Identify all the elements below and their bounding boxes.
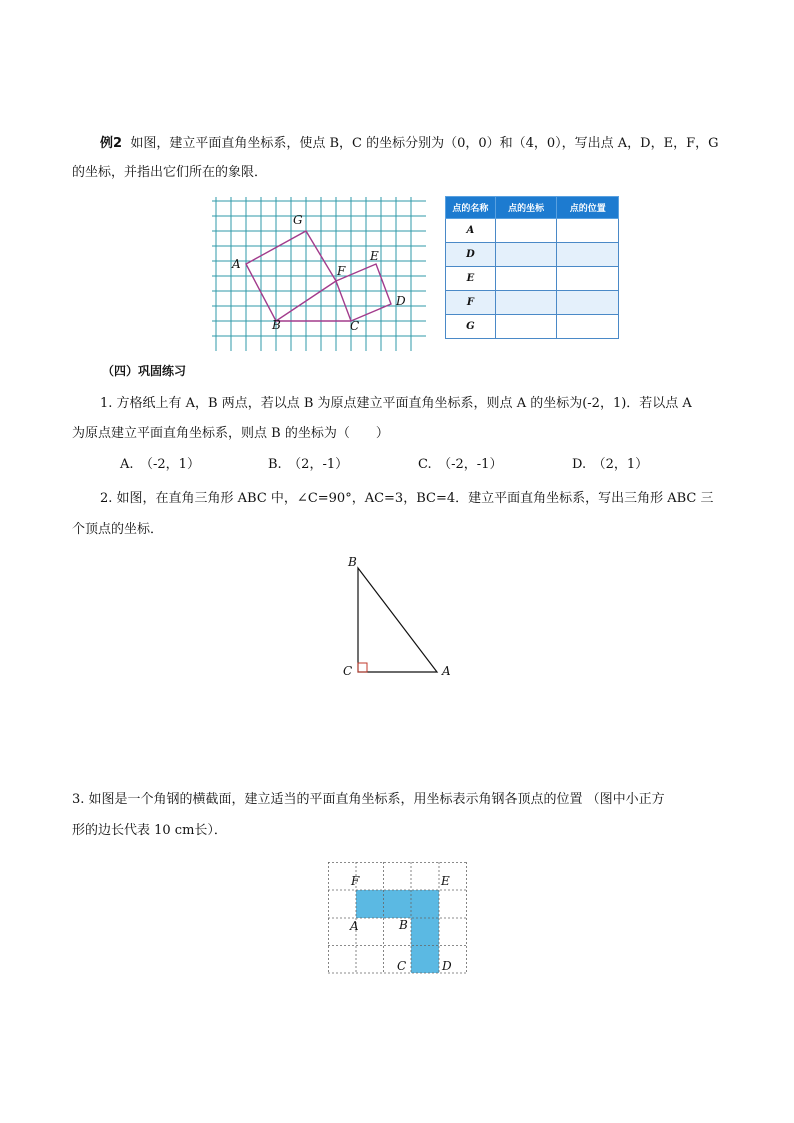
table-header-position: 点的位置 [557, 197, 619, 219]
q3-line2: 形的边长代表 10 cm长）． [72, 823, 227, 838]
q3-label-F: F [351, 874, 360, 888]
label-E: E [370, 249, 379, 263]
table-cell-name: A [446, 219, 496, 243]
table-header-row [446, 197, 619, 219]
label-D: D [396, 294, 406, 308]
label-G: G [293, 213, 303, 227]
q2-label-C: C [343, 664, 353, 678]
label-A: A [232, 257, 241, 271]
q3-label-D: D [442, 959, 452, 973]
grid-figure [212, 197, 426, 351]
table-cell-coord [495, 291, 557, 315]
table-cell-coord [495, 243, 557, 267]
section-title: （四）巩固练习 [102, 364, 187, 378]
q1-line1: 1. 方格纸上有 A，B 两点，若以点 B 为原点建立平面直角坐标系，则点 A 的坐标为(-2，1)．若以点 A [100, 396, 692, 411]
table-row [446, 243, 619, 267]
table-cell-name: D [446, 243, 496, 267]
q3-line1: 3. 如图是一个角钢的横截面，建立适当的平面直角坐标系，用坐标表示角钢各顶点的位置 （图中小正方 [72, 792, 665, 807]
q3-label-C: C [397, 959, 407, 973]
table-cell-coord [495, 267, 557, 291]
right-triangle-figure [356, 566, 440, 674]
right-angle-mark [358, 663, 367, 672]
q3-label-A: A [350, 919, 359, 933]
q1-option-d: D. （2，1） [572, 457, 649, 472]
q3-label-B: B [399, 918, 408, 932]
q2-line2: 个顶点的坐标． [72, 522, 164, 537]
table-cell-position [557, 315, 619, 339]
table-cell-position [557, 291, 619, 315]
grid-lines [212, 197, 426, 351]
table-cell-name: G [446, 315, 496, 339]
q1-option-b: B. （2，-1） [268, 457, 349, 472]
table-row [446, 315, 619, 339]
example-label: 例2 [100, 136, 123, 151]
q3-label-E: E [441, 874, 450, 888]
table-cell-position [557, 243, 619, 267]
label-F: F [337, 264, 346, 278]
table-cell-coord [495, 315, 557, 339]
table-cell-position [557, 267, 619, 291]
q1-option-a: A. （-2，1） [120, 457, 200, 472]
table-row [446, 291, 619, 315]
example-line1: 如图，建立平面直角坐标系，使点 B，C 的坐标分别为（0，0）和（4，0），写出点 A，D，E，F，G [130, 136, 719, 151]
triangle-abc [358, 568, 437, 672]
q1-option-c: C. （-2，-1） [418, 457, 503, 472]
q1-line2: 为原点建立平面直角坐标系，则点 B 的坐标为（ ） [72, 426, 389, 441]
table-cell-name: F [446, 291, 496, 315]
table-row [446, 219, 619, 243]
table-cell-position [557, 219, 619, 243]
table-cell-coord [495, 219, 557, 243]
q2-label-B: B [348, 555, 357, 569]
table-row [446, 267, 619, 291]
table-header-name: 点的名称 [446, 197, 496, 219]
label-B: B [272, 318, 281, 332]
table-cell-name: E [446, 267, 496, 291]
point-table [445, 196, 619, 339]
q2-line1: 2. 如图，在直角三角形 ABC 中，∠C=90°，AC=3，BC=4．建立平面直角坐标系，写出三角形 ABC 三 [100, 491, 714, 506]
table-header-coord: 点的坐标 [495, 197, 557, 219]
label-C: C [350, 319, 360, 333]
example-text-line1 [100, 136, 719, 152]
q2-label-A: A [442, 664, 451, 678]
example-text-line2: 的坐标，并指出它们所在的象限． [72, 165, 268, 180]
